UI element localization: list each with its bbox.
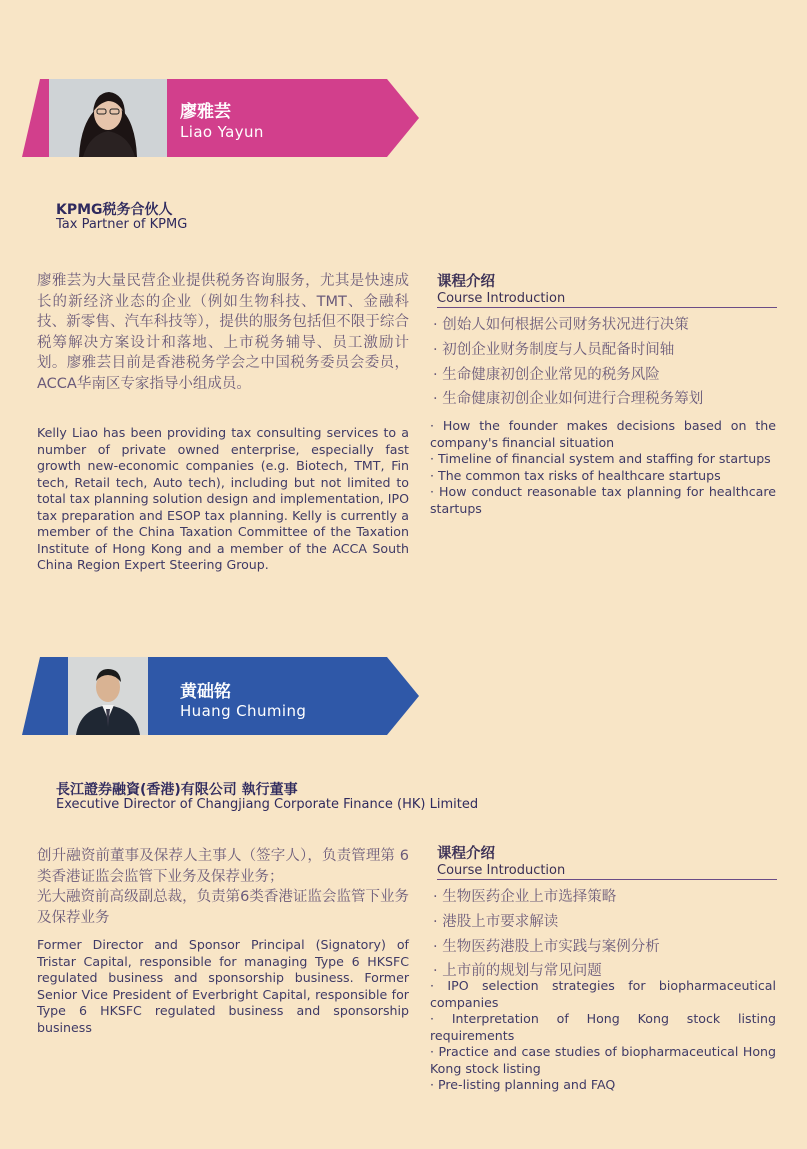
course-topics-cn [433, 885, 660, 984]
speaker-bio-cn: 廖雅芸为大量民营企业提供税务咨询服务，尤其是快速成长的新经济业态的企业（例如生物科技、TMT、金融科技、新零售、汽车科技等），提供的服务包括但不限于综合税筹解决方案设计和落地、上市税务辅导、员工激励计划。廖雅芸目前是香港税务学会之中国税务委员会委员，ACCA华南区专家指导小组成员。 [37, 273, 409, 392]
list-item: · Timeline of financial system and staffing for startups [430, 451, 771, 466]
speaker-name-cn: 廖雅芸 [180, 102, 231, 122]
bio-paragraph: 光大融资前高级副总裁，负责第6类香港证监会监管下业务及保荐业务 [37, 889, 409, 926]
course-heading-cn: 课程介绍 [437, 846, 495, 862]
list-item: · 生物医药港股上市实践与案例分析 [433, 938, 660, 955]
speaker-banner-liao [22, 79, 419, 157]
list-item: · 创始人如何根据公司财务状况进行决策 [433, 317, 689, 333]
list-item: · How the founder makes decisions based on the company's financial situation [430, 418, 776, 450]
list-item: · 上市前的规划与常见问题 [433, 963, 602, 980]
list-item: · Pre-listing planning and FAQ [430, 1077, 616, 1092]
list-item: · 生物医药企业上市选择策略 [433, 889, 617, 905]
list-item: · Interpretation of Hong Kong stock listing requirements [430, 1011, 776, 1043]
course-topics-en [430, 418, 776, 517]
list-item: · How conduct reasonable tax planning for healthcare startups [430, 484, 776, 516]
speaker-title-en: Executive Director of Changjiang Corporate Finance (HK) Limited [56, 797, 479, 812]
course-heading-en: Course Introduction [437, 291, 777, 308]
speaker-bio-en: Former Director and Sponsor Principal (Signatory) of Tristar Capital, responsible for managing Type 6 HKSFC regulated business and sponsorship business. Former Senior Vice President of Everbright Capital, responsible for Type 6 HKSFC regulated business and sponsorship business [37, 937, 409, 1035]
speaker-photo-liao [49, 79, 167, 157]
course-heading [437, 845, 777, 880]
speaker-bio-en: Kelly Liao has been providing tax consulting services to a number of private owned enterprise, especially fast growth new-economic companies (e.g. Biotech, TMT, Fin tech, Retail tech, Auto tech), including but not limited to total tax planning solution design and implementation, IPO tax preparation and ESOP tax planning. Kelly is currently a member of the China Taxation Committee of the Taxation Institute of Hong Kong and a member of the ACCA South China Region Expert Steering Group. [37, 425, 409, 572]
list-item: · IPO selection strategies for biopharmaceutical companies [430, 978, 776, 1010]
list-item: · 初创企业财务制度与人员配备时间轴 [433, 341, 675, 358]
course-heading [437, 273, 777, 308]
speaker-photo-huang [68, 657, 148, 735]
course-heading-en: Course Introduction [437, 863, 777, 880]
speaker-title-cn: 長江證券融資(香港)有限公司 執行董事 [56, 782, 298, 798]
speaker-title-cn: KPMG税务合伙人 [56, 202, 173, 218]
speaker-name-en: Liao Yayun [180, 123, 264, 141]
list-item: · 港股上市要求解读 [433, 913, 559, 930]
list-item: · The common tax risks of healthcare startups [430, 467, 721, 483]
list-item: · Practice and case studies of biopharmaceutical Hong Kong stock listing [430, 1044, 776, 1076]
speaker-name-en: Huang Chuming [180, 702, 307, 720]
list-item: · 生命健康初创企业如何进行合理税务筹划 [433, 391, 704, 408]
speaker-banner-huang [22, 657, 419, 735]
speaker-name-cn: 黄础铭 [180, 682, 231, 702]
speaker-title-en: Tax Partner of KPMG [56, 217, 188, 232]
course-topics-en [430, 978, 776, 1094]
bio-paragraph: 创升融资前董事及保荐人主事人（签字人），负责管理第 6 类香港证监会监管下业务及保荐业务； [37, 848, 409, 885]
course-topics-cn [433, 313, 703, 412]
course-heading-cn: 课程介绍 [437, 274, 495, 290]
list-item: · 生命健康初创企业常见的税务风险 [433, 366, 660, 383]
speaker-bio-cn [37, 846, 409, 928]
